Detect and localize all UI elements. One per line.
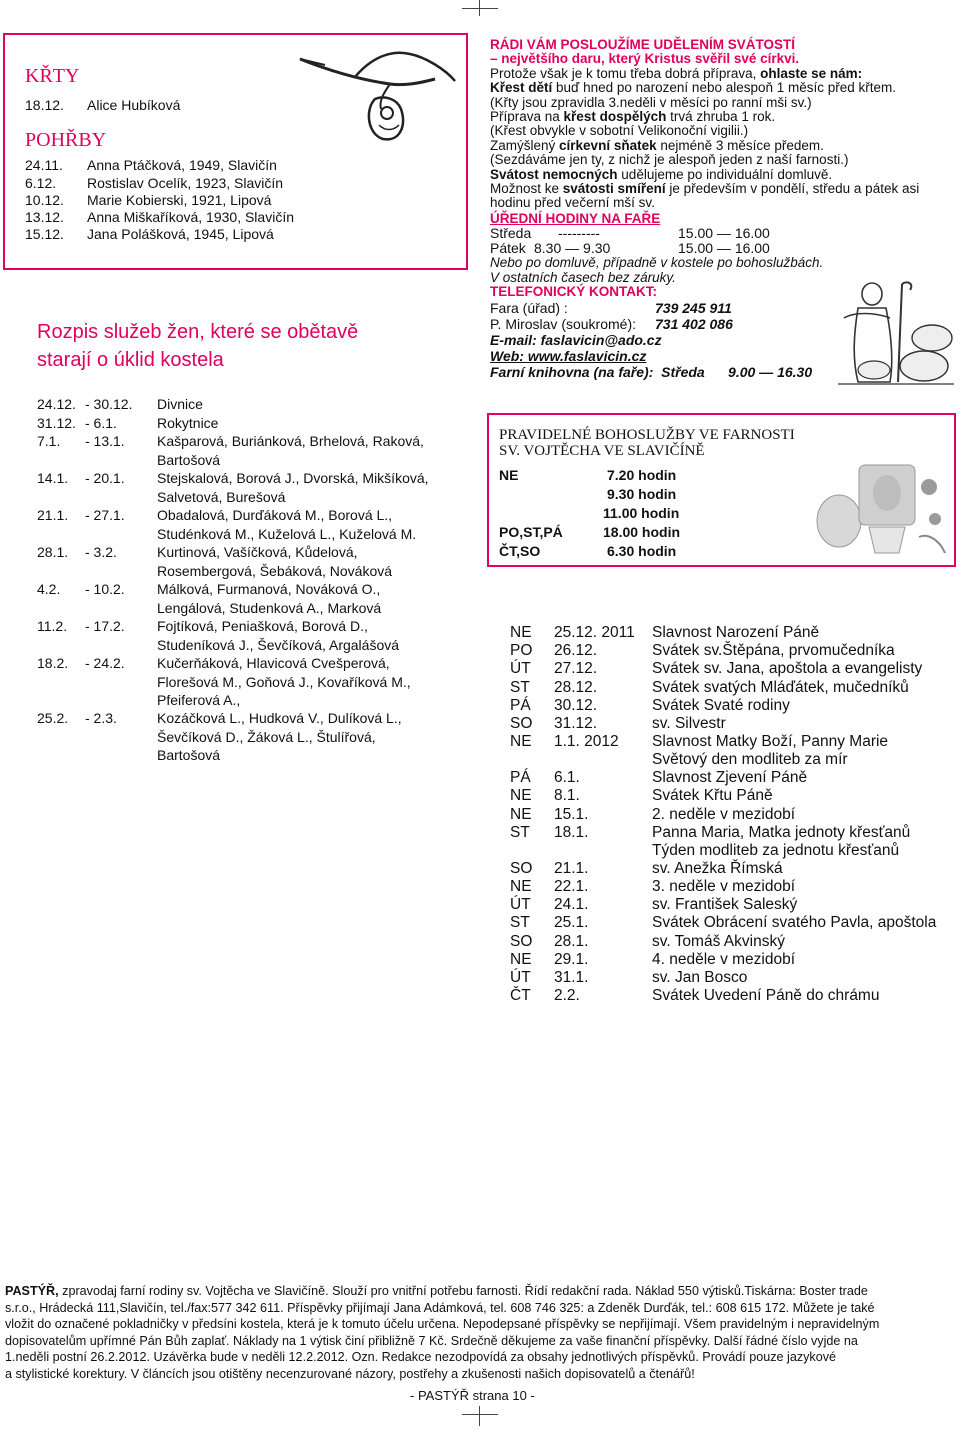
calendar-day: ÚT	[510, 660, 531, 678]
footer-line: 1.neděli postní 26.2.2012. Uzávěrka bude v neděli 12.2.2012. Ozn. Redakce nezodpovídá za obsahy jednotlivých příspěvků. Provádí pouze jazykové	[5, 1350, 837, 1364]
office-hours-row: Středa --------- 15.00 — 16.00	[490, 225, 770, 242]
krty-name: Alice Hubíková	[87, 97, 181, 113]
calendar-row	[510, 787, 773, 805]
calendar-day: NE	[510, 624, 532, 641]
calendar-date: 15.1.	[554, 805, 589, 823]
calendar-feast: Svátek Uvedení Páně do chrámu	[652, 987, 880, 1005]
calendar-day: NE	[510, 787, 532, 805]
eucharist-collage-image	[809, 457, 951, 561]
sacraments-line: Zamýšlený církevní sňatek nejméně 3 měsíce předem.	[490, 137, 824, 153]
office-hours-row: Pátek 8.30 — 9.30 15.00 — 16.00	[490, 240, 770, 257]
calendar-row	[510, 896, 797, 914]
library-hours: Farní knihovna (na faře): Středa 9.00 — 16.30	[490, 363, 813, 380]
footer-brand: PASTÝŘ,	[5, 1284, 59, 1298]
sacraments-title: RÁDI VÁM POSLOUŽÍME UDĚLENÍM SVÁTOSTÍ	[490, 37, 796, 52]
calendar-feast: Slavnost Matky Boží, Panny Marie	[652, 733, 889, 751]
calendar-row	[510, 860, 783, 878]
calendar-feast: sv. Jan Bosco	[652, 969, 748, 986]
pohrby-item: 6.12. Rostislav Ocelík, 1923, Slavičín	[25, 175, 284, 191]
calendar-feast: sv. František Saleský	[652, 896, 798, 914]
calendar-feast: Svátek sv. Jana, apoštola a evangelisty	[652, 660, 923, 678]
calendar-date: 25.1.	[554, 914, 589, 932]
calendar-feast-note: Týden modliteb za jednotu křesťanů	[652, 841, 900, 859]
calendar-date: 8.1.	[554, 787, 580, 805]
calendar-day: NE	[510, 950, 532, 968]
calendar-day: PO	[510, 642, 533, 660]
calendar-feast: 3. neděle v mezidobí	[652, 878, 796, 895]
cleaning-row: 31.12. - 6.1. Rokytnice	[37, 415, 219, 431]
footer-imprint	[5, 1283, 957, 1382]
calendar-day: ÚT	[510, 896, 531, 914]
contact-row: P. Miroslav (soukromé): 731 402 086	[490, 315, 733, 332]
office-hours-title: ÚŘEDNÍ HODINY NA FAŘE	[490, 210, 661, 226]
pohrby-item: 10.12. Marie Kobierski, 1921, Lipová	[25, 192, 272, 208]
calendar-row	[510, 624, 819, 642]
calendar-date: 26.12.	[554, 642, 598, 660]
cleaning-row: 18.2. - 24.2. Kučerňáková, Hlavicová Cvešperová, Florešová M., Goňová J., Kovaříková M., Pfeiferová A.,	[37, 655, 411, 708]
calendar-date: 30.12.	[554, 696, 598, 714]
pohrby-item: 24.11. Anna Ptáčková, 1949, Slavičín	[25, 157, 277, 173]
calendar-feast: sv. Tomáš Akvinský	[652, 932, 785, 950]
web-link[interactable]: Web: www.faslavicin.cz	[490, 347, 647, 364]
sacraments-line: (Křest obvykle v sobotní Velikonoční vigilii.)	[490, 123, 749, 139]
services-row: NE 7.20 hodin	[499, 467, 677, 483]
sacraments-line: Křest dětí buď hned po narození nebo alespoň 1 měsíc před křtem.	[490, 80, 897, 96]
calendar-row	[510, 642, 895, 660]
calendar-row	[510, 878, 795, 896]
calendar-day: SO	[510, 859, 533, 877]
footer-line: s.r.o., Hrádecká 111,Slavičín, tel./fax:577 342 611. Příspěvky přijímají Jana Adámková, tel. 608 746 325: a Zdeněk Durďák, tel.: 608 615 172. Můžete je také	[5, 1300, 875, 1315]
calendar-day: ST	[510, 823, 530, 841]
sacraments-line: (Křty jsou zpravidla 3.neděli v měsíci po ranní mši sv.)	[490, 94, 812, 110]
calendar-day: ÚT	[510, 969, 531, 986]
calendar-date: 31.1.	[554, 969, 589, 986]
sacraments-line: (Sezdáváme jen ty, z nichž je alespoň jeden z naší farnosti.)	[490, 152, 849, 168]
calendar-day: SO	[510, 715, 533, 732]
regular-services-box	[487, 413, 956, 567]
cleaning-title	[37, 318, 358, 374]
calendar-row	[510, 987, 879, 1005]
calendar-row	[510, 697, 790, 715]
calendar-date: 27.12.	[554, 660, 598, 678]
services-row: 11.00 hodin	[603, 505, 680, 521]
services-row: PO,ST,PÁ 18.00 hodin	[499, 524, 681, 540]
cleaning-title-line2: starají o úklid kostela	[37, 349, 224, 371]
office-note: V ostatních časech bez záruky.	[490, 269, 676, 285]
calendar-row	[510, 715, 726, 733]
services-title-line2: SV. VOJTĚCHA VE SLAVIČÍNĚ	[499, 443, 705, 459]
services-row: ČT,SO 6.30 hodin	[499, 543, 677, 559]
births-deaths-box	[3, 33, 468, 270]
calendar-day: ST	[510, 678, 530, 696]
cleaning-row: 14.1. - 20.1. Stejskalová, Borová J., Dvorská, Mikšíková, Salvetová, Burešová	[37, 470, 429, 505]
calendar-feast: Panna Maria, Matka jednoty křesťanů	[652, 823, 911, 841]
stork-with-baby-illustration	[295, 39, 465, 149]
calendar-date: 25.12. 2011	[554, 624, 635, 641]
pohrby-item: 15.12. Jana Polášková, 1945, Lipová	[25, 226, 274, 242]
calendar-row	[510, 806, 795, 824]
services-title-line1: PRAVIDELNÉ BOHOSLUŽBY VE FARNOSTI	[499, 427, 795, 443]
pohrby-item: 13.12. Anna Miškaříková, 1930, Slavičín	[25, 209, 294, 225]
calendar-feast: Slavnost Narození Páně	[652, 624, 820, 641]
footer-line: vložit do označené pokladničky v předsíni kostela, která je k tomuto účelu určena. Nepodepsané příspěvky se nepřijímají. Všem pravidelným i nepravidelným	[5, 1317, 880, 1331]
krty-date: 18.12.	[25, 97, 64, 113]
krty-heading: KŘTY	[25, 65, 80, 87]
sacraments-line: Protože však je k tomu třeba dobrá příprava, ohlaste se nám:	[490, 65, 863, 81]
calendar-feast: Slavnost Zjevení Páně	[652, 769, 808, 787]
cleaning-row: 21.1. - 27.1. Obadalová, Durďáková M., Borová L., Studénková M., Kuželová L., Kuželová M.	[37, 507, 417, 542]
calendar-feast-note: Světový den modliteb za mír	[652, 751, 848, 769]
calendar-day: ST	[510, 914, 530, 932]
calendar-feast: Svátek Křtu Páně	[652, 787, 773, 805]
calendar-row	[510, 951, 795, 969]
calendar-row	[510, 969, 747, 987]
cleaning-row: 25.2. - 2.3. Kozáčková L., Hudková V., Dulíková L., Ševčíková D., Žáková L., Štulířová, Bartošová	[37, 710, 402, 763]
krty-item	[25, 97, 180, 113]
calendar-date: 21.1.	[554, 859, 589, 877]
footer-line: zpravodaj farní rodiny sv. Vojtěcha ve Slavičíně. Slouží pro vnitřní potřebu farnosti. Řídí redakční rada. Náklad 550 výtisků.Tiskárna: Boster trade	[58, 1284, 868, 1298]
calendar-day: PÁ	[510, 769, 531, 787]
email-link[interactable]: E-mail: faslavicin@ado.cz	[490, 331, 662, 348]
calendar-row	[510, 769, 807, 787]
cleaning-row: 4.2. - 10.2. Málková, Furmanová, Nováková O., Lengálová, Studenková A., Marková	[37, 581, 382, 616]
cleaning-row: 11.2. - 17.2. Fojtíková, Peniašková, Borová D., Studeníková J., Ševčíková, Argalášová	[37, 618, 400, 653]
calendar-feast: Svátek sv.Štěpána, prvomučedníka	[652, 642, 895, 660]
contact-title: TELEFONICKÝ KONTAKT:	[490, 284, 657, 300]
cleaning-row: 7.1. - 13.1. Kašparová, Buriánková, Brhelová, Raková, Bartošová	[37, 433, 424, 468]
calendar-day: SO	[510, 932, 533, 950]
calendar-date: 6.1.	[554, 769, 580, 787]
calendar-date: 1.1. 2012	[554, 733, 619, 751]
calendar-row	[510, 914, 936, 932]
sacraments-subtitle: – největšího daru, který Kristus svěřil své církvi.	[490, 51, 800, 67]
cleaning-title-line1: Rozpis služeb žen, které se obětavě	[37, 321, 359, 343]
contact-row: Fara (úřad) : 739 245 911	[490, 299, 732, 316]
calendar-feast: Svátek Obrácení svatého Pavla, apoštola	[652, 914, 937, 932]
calendar-day: NE	[510, 805, 532, 823]
calendar-feast: Svátek Svaté rodiny	[652, 696, 790, 714]
calendar-feast: sv. Silvestr	[652, 715, 726, 732]
calendar-day: NE	[510, 733, 532, 751]
footer-line: dopisovatelům upřímné Pán Bůh zaplať. Náklady na 1 výtisk činí přibližně 7 Kč. Srdečně děkujeme za vaše finanční příspěvky. Další řádné číslo vyjde na	[5, 1333, 858, 1348]
services-row: 9.30 hodin	[607, 486, 677, 502]
cleaning-row: 28.1. - 3.2. Kurtinová, Vašíčková, Kůdelová, Rosembergová, Šebáková, Nováková	[37, 544, 393, 579]
calendar-date: 28.1.	[554, 932, 589, 950]
pohrby-heading: POHŘBY	[25, 129, 107, 151]
cleaning-row: 24.12. - 30.12. Divnice	[37, 396, 203, 412]
calendar-date: 29.1.	[554, 950, 589, 968]
sacraments-line: Svátost nemocných udělujeme po individuální domluvě.	[490, 166, 833, 182]
calendar-day: PÁ	[510, 696, 531, 714]
calendar-row	[510, 679, 909, 697]
footer-line: a stylistické korektury. V článcích jsou otištěny necenzurované názory, postřehy a zkušenosti našich dopisovatelů a čtenářů!	[5, 1366, 695, 1381]
calendar-date: 28.12.	[554, 678, 598, 696]
calendar-date: 2.2.	[554, 987, 580, 1005]
page-number: - PASTÝŘ strana 10 -	[410, 1388, 535, 1403]
calendar-feast: 2. neděle v mezidobí	[652, 805, 796, 823]
calendar-feast: 4. neděle v mezidobí	[652, 950, 796, 968]
calendar-day: NE	[510, 878, 532, 895]
good-shepherd-illustration	[834, 278, 958, 388]
calendar-day: ČT	[510, 987, 531, 1005]
sacraments-line: hodinu před večerní mší sv.	[490, 195, 655, 211]
services-title	[499, 427, 795, 459]
calendar-row	[510, 824, 910, 860]
office-note: Nebo po domluvě, případně v kostele po bohoslužbách.	[490, 255, 824, 271]
sacraments-line: Možnost ke svátosti smíření je především v pondělí, středu a pátek asi	[490, 181, 920, 197]
calendar-row	[510, 733, 888, 769]
calendar-date: 24.1.	[554, 896, 589, 914]
calendar-date: 18.1.	[554, 823, 589, 841]
calendar-row	[510, 933, 785, 951]
sacraments-line: Příprava na křest dospělých trvá zhruba 1 rok.	[490, 109, 776, 125]
calendar-date: 31.12.	[554, 715, 598, 732]
calendar-date: 22.1.	[554, 878, 589, 895]
calendar-row	[510, 660, 922, 678]
calendar-feast: Svátek svatých Mláďátek, mučedníků	[652, 678, 909, 696]
calendar-feast: sv. Anežka Římská	[652, 859, 783, 877]
